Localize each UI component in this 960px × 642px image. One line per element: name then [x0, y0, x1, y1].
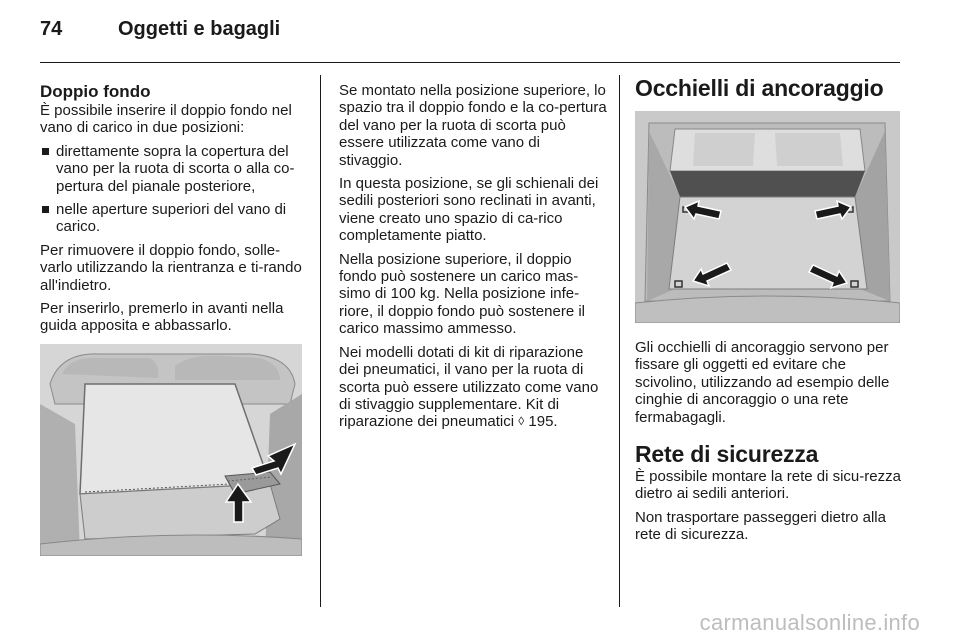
column-2 [339, 82, 607, 438]
safety-net-text-1: È possibile montare la rete di sicu-rezza dietro ai sedili anteriori. [635, 468, 901, 503]
repair-kit-text [339, 344, 607, 432]
double-floor-bullets [40, 143, 305, 236]
bullet-item: direttamente sopra la copertura del vano per la ruota di scorta o alla co-pertura del pianale posteriore, [40, 143, 305, 195]
page-reference-link[interactable]: 195. [528, 413, 558, 431]
safety-net-heading: Rete di sicurezza [635, 441, 819, 468]
column-divider-2 [619, 75, 620, 607]
header-rule [40, 62, 900, 63]
page-number: 74 [40, 18, 63, 40]
column-3-body [635, 339, 903, 550]
column-3 [635, 74, 903, 102]
upper-position-text: Se montato nella posizione superiore, lo spazio tra il doppio fondo e la co-pertura del vano per la ruota di scorta può essere utilizzata come vano di stivaggio. [339, 82, 607, 169]
flat-load-text: In questa posizione, se gli schienali dei sedili posteriori sono reclinati in avanti, viene creato uno spazio di ca-rico completamente piatto. [339, 175, 599, 245]
double-floor-heading: Doppio fondo [40, 82, 151, 101]
watermark: carmanualsonline.info [699, 610, 920, 635]
lashing-eyes-heading: Occhielli di ancoraggio [635, 75, 884, 101]
remove-instructions: Per rimuovere il doppio fondo, solle-varlo utilizzando la rientranza e ti-rando all'indietro. [40, 241, 302, 294]
lashing-eyes-photo [635, 111, 900, 323]
column-1 [40, 82, 305, 341]
repair-kit-body: Nei modelli dotati di kit di riparazione dei pneumatici, il vano per la ruota di scorta può essere utilizzato come vano di stivaggio supplementare. Kit di riparazione dei pneumatici [339, 343, 599, 431]
bullet-item: nelle aperture superiori del vano di carico. [40, 201, 305, 236]
double-floor-intro: È possibile inserire il doppio fondo nel vano di carico in due posizioni: [40, 102, 292, 137]
insert-instructions: Per inserirlo, premerlo in avanti nella guida apposita e abbassarlo. [40, 300, 284, 335]
column-divider-1 [320, 75, 321, 607]
safety-net-text-2: Non trasportare passeggeri dietro alla rete di sicurezza. [635, 508, 886, 544]
section-title: Oggetti e bagagli [118, 18, 281, 40]
lashing-eyes-text: Gli occhielli di ancoraggio servono per fissare gli oggetti ed evitare che scivolino, utilizzando ad esempio delle cinghie di ancoraggio o una rete fermabagagli. [635, 339, 890, 426]
cargo-floor-photo [40, 344, 302, 556]
page-reference-icon: ◊ [518, 414, 525, 429]
max-load-text: Nella posizione superiore, il doppio fondo può sostenere un carico mas-simo di 100 kg. Nella posizione infe-riore, il doppio fondo può sostenere il carico massimo ammesso. [339, 250, 585, 338]
